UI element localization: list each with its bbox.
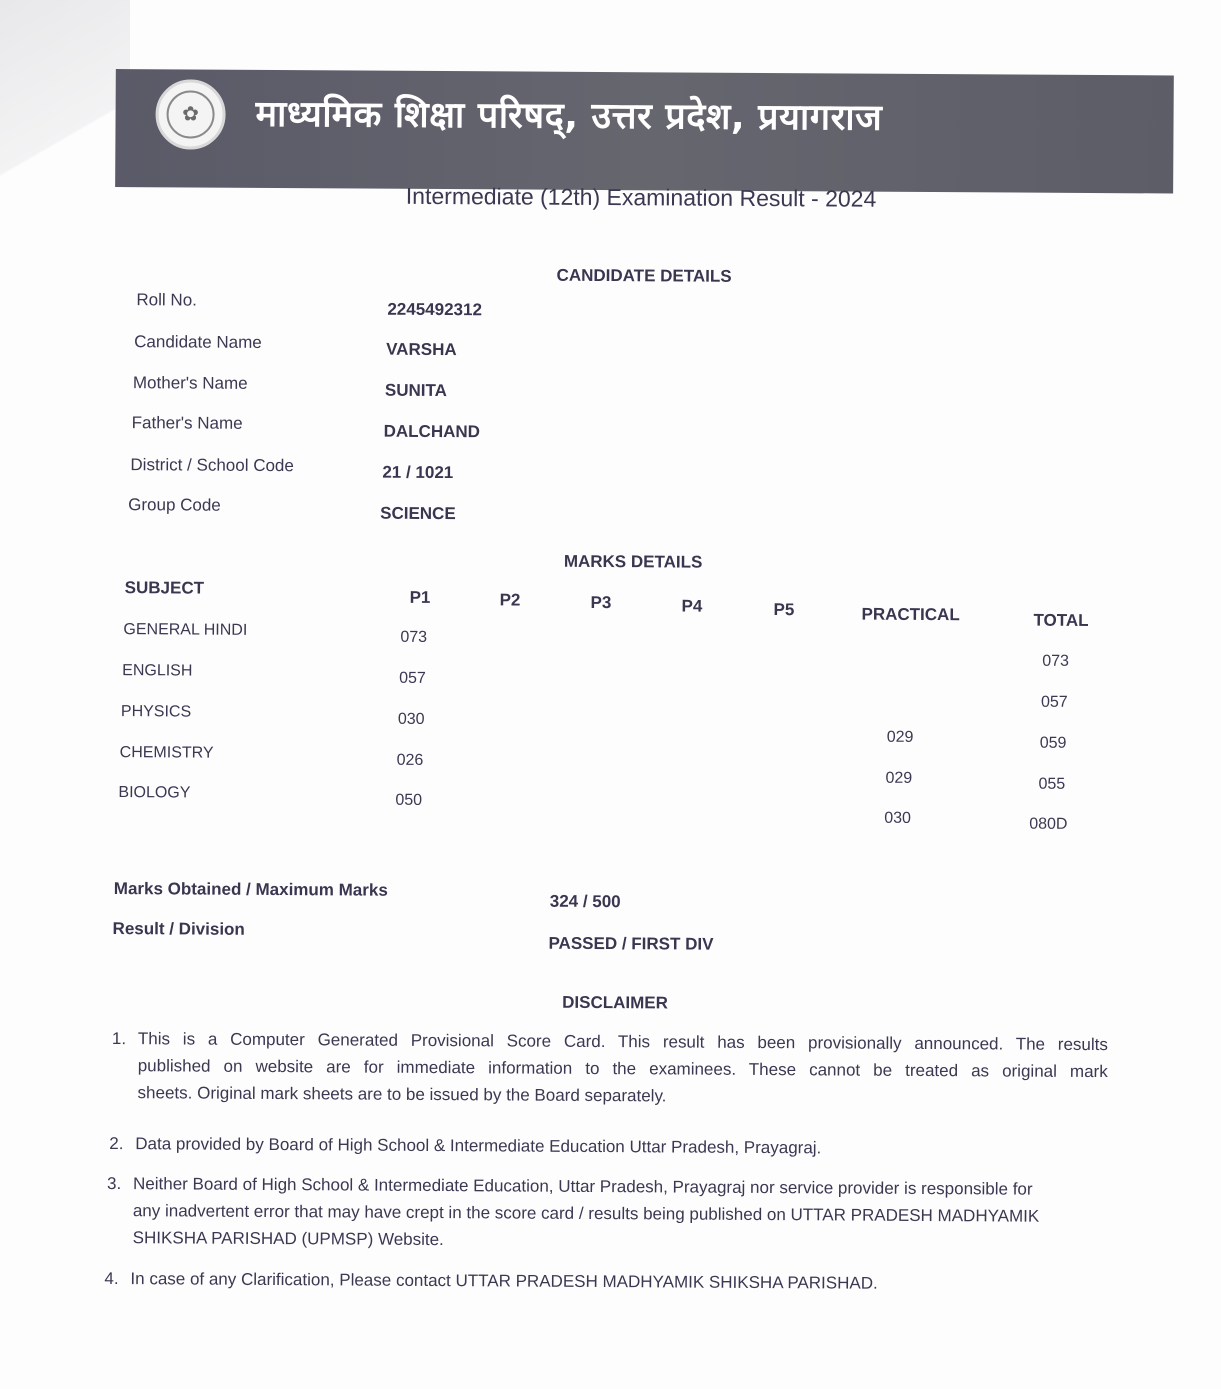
col-header-subject: SUBJECT: [124, 578, 205, 598]
p1-general-hindi: 073: [400, 628, 428, 646]
total-chemistry: 055: [1038, 775, 1066, 793]
roll-no-label: Roll No.: [136, 290, 197, 310]
disclaimer-title: DISCLAIMER: [562, 992, 668, 1013]
total-physics: 059: [1039, 734, 1067, 752]
col-header-p2: P2: [499, 590, 521, 610]
board-emblem-logo: ✿: [155, 79, 225, 149]
disclaimer-line: any inadvertent error that may have crept in the score card / results being published on UTTAR PRADESH MADHYAMIK: [132, 1201, 1040, 1226]
disclaimer-num-2: 2.: [109, 1134, 124, 1154]
mother-name-label: Mother's Name: [132, 373, 248, 393]
subject-physics: PHYSICS: [120, 703, 192, 721]
result-division-label: Result / Division: [112, 919, 245, 939]
practical-chemistry: 029: [885, 769, 913, 787]
marks-obtained-label: Marks Obtained / Maximum Marks: [113, 879, 388, 900]
result-division-value: PASSED / FIRST DIV: [548, 933, 714, 954]
disclaimer-line: In case of any Clarification, Please contact UTTAR PRADESH MADHYAMIK SHIKSHA PARISHAD.: [130, 1269, 878, 1293]
disclaimer-num-4: 4.: [104, 1268, 119, 1289]
exam-title: Intermediate (12th) Examination Result - 2024: [405, 182, 877, 212]
disclaimer-item-2: [109, 1130, 1105, 1163]
disclaimer-line: published on website are for immediate information to the examinees. These cannot be treated as original mark: [137, 1056, 1108, 1082]
col-header-total: TOTAL: [1033, 610, 1089, 630]
p1-physics: 030: [397, 710, 425, 728]
group-code-label: Group Code: [128, 495, 221, 515]
disclaimer-item-3: [106, 1170, 1103, 1257]
father-name-value: DALCHAND: [383, 421, 481, 442]
p1-english: 057: [399, 669, 426, 687]
subject-biology: BIOLOGY: [118, 784, 191, 802]
org-title: माध्यमिक शिक्षा परिषद्, उत्तर प्रदेश, प्रयागराज: [255, 93, 883, 139]
p1-biology: 050: [395, 791, 423, 809]
marks-section-title: MARKS DETAILS: [563, 551, 703, 572]
disclaimer-line: sheets. Original mark sheets are to be issued by the Board separately.: [137, 1083, 667, 1106]
disclaimer-line: Neither Board of High School & Intermediate Education, Uttar Pradesh, Prayagraj nor service provider is responsible for: [132, 1174, 1033, 1199]
col-header-p1: P1: [409, 587, 431, 607]
total-english: 057: [1040, 693, 1068, 711]
marks-obtained-value: 324 / 500: [549, 891, 621, 912]
disclaimer-item-4: [104, 1265, 1100, 1298]
district-school-code-value: 21 / 1021: [382, 462, 454, 483]
disclaimer-line: Data provided by Board of High School & Intermediate Education Uttar Pradesh, Prayagraj.: [135, 1134, 822, 1158]
candidate-name-value: VARSHA: [386, 339, 457, 360]
col-header-p5: P5: [773, 600, 795, 620]
candidate-section-title: CANDIDATE DETAILS: [556, 265, 732, 286]
header-banner: [115, 69, 1174, 193]
total-biology: 080D: [1029, 815, 1068, 833]
disclaimer-line: SHIKSHA PARISHAD (UPMSP) Website.: [132, 1228, 444, 1250]
roll-no-value: 2245492312: [387, 299, 482, 320]
p1-chemistry: 026: [396, 751, 424, 769]
district-school-code-label: District / School Code: [130, 455, 294, 476]
practical-biology: 030: [884, 809, 912, 827]
candidate-name-label: Candidate Name: [134, 332, 262, 352]
father-name-label: Father's Name: [131, 413, 243, 433]
subject-english: ENGLISH: [122, 662, 193, 680]
subject-chemistry: CHEMISTRY: [119, 744, 214, 762]
total-general-hindi: 073: [1042, 652, 1069, 670]
col-header-p4: P4: [681, 596, 703, 616]
disclaimer-num-3: 3.: [106, 1173, 122, 1194]
practical-physics: 029: [886, 728, 914, 746]
disclaimer-item-1: [111, 1025, 1108, 1112]
disclaimer-num-1: 1.: [111, 1029, 127, 1049]
disclaimer-line: This is a Computer Generated Provisional Score Card. This result has been provisionally announced. The results: [137, 1029, 1108, 1055]
group-code-value: SCIENCE: [380, 503, 456, 524]
mother-name-value: SUNITA: [384, 380, 447, 401]
subject-general-hindi: GENERAL HINDI: [123, 621, 248, 639]
col-header-p3: P3: [590, 592, 612, 613]
col-header-practical: PRACTICAL: [861, 604, 960, 625]
